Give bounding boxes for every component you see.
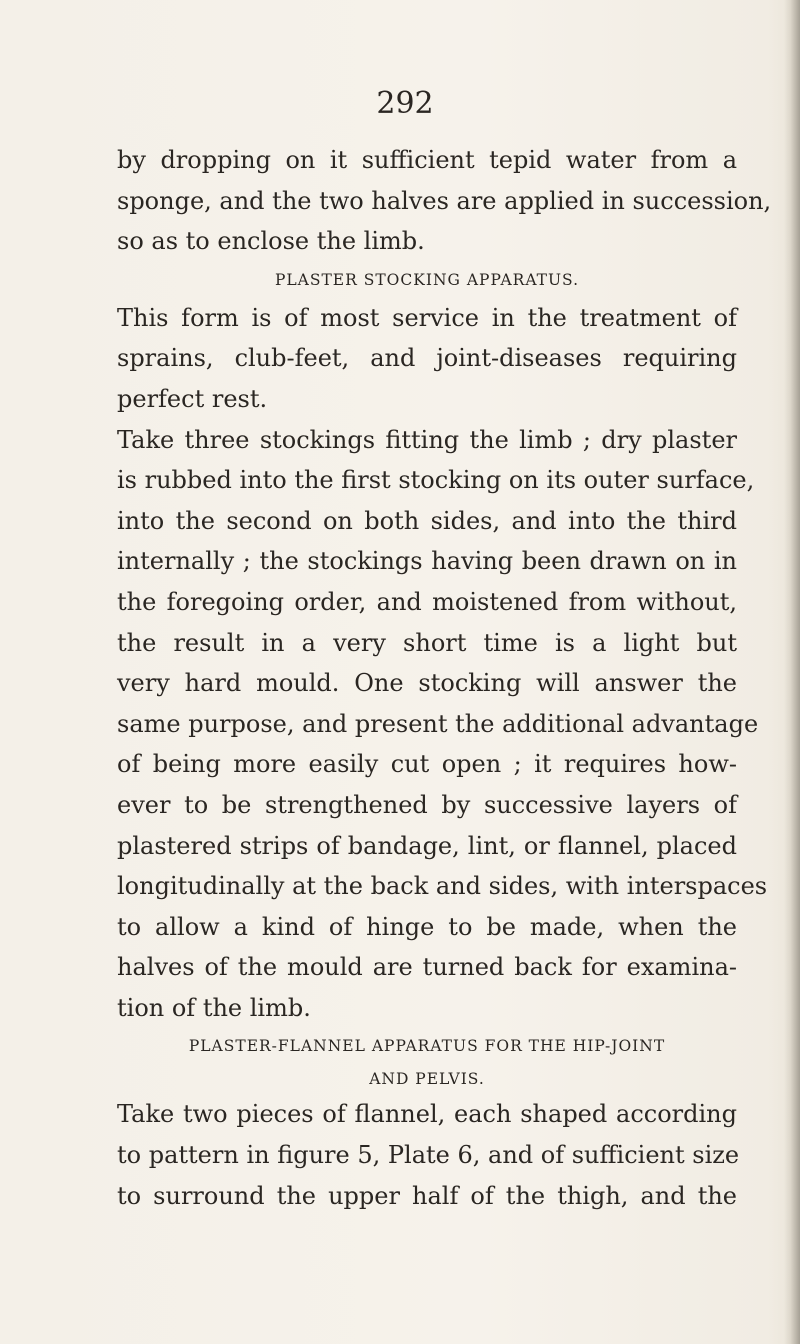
section-heading: PLASTER STOCKING APPARATUS. — [274, 270, 580, 289]
section-heading: PLASTER-FLANNEL APPARATUS FOR THE HIP-JOINT — [188, 1037, 666, 1056]
text-line: of being more easily cut open ; it requires how- — [117, 750, 737, 779]
text-line: plastered strips of bandage, lint, or flannel, placed — [117, 831, 737, 860]
text-line: internally ; the stockings having been drawn on in — [117, 547, 737, 576]
body-text — [117, 140, 772, 1216]
text-line: by dropping on it sufficient tepid water from a — [117, 146, 737, 174]
text-line: This form is of most service in the treatment of — [117, 303, 737, 332]
text-line: sprains, club-feet, and joint-diseases requiring — [117, 344, 737, 373]
text-line: the result in a very short time is a light but — [117, 628, 737, 657]
text-line: perfect rest. — [117, 384, 268, 413]
text-line: into the second on both sides, and into the third — [117, 506, 737, 535]
text-line: to surround the upper half of the thigh, and the — [117, 1181, 737, 1210]
text-line: ever to be strengthened by successive layers of — [117, 790, 737, 819]
text-line: Take three stockings fitting the limb ; dry plaster — [117, 425, 737, 454]
page-edge-shadow — [784, 0, 800, 1344]
text-line: halves of the mould are turned back for examina- — [117, 953, 737, 982]
text-line: is rubbed into the first stocking on its outer surface, — [117, 466, 755, 495]
section-heading: AND PELVIS. — [369, 1070, 485, 1089]
text-line: the foregoing order, and moistened from without, — [117, 587, 737, 616]
text-line: to pattern in figure 5, Plate 6, and of sufficient size — [117, 1141, 740, 1170]
text-line: longitudinally at the back and sides, with interspaces — [117, 872, 768, 901]
text-line: same purpose, and present the additional advantage — [117, 709, 759, 738]
text-line: Take two pieces of flannel, each shaped according — [117, 1100, 737, 1129]
text-line: very hard mould. One stocking will answer the — [117, 669, 737, 698]
text-line: to allow a kind of hinge to be made, when the — [117, 912, 737, 941]
text-line: so as to enclose the limb. — [117, 227, 425, 256]
text-line: sponge, and the two halves are applied in succession, — [117, 186, 772, 215]
page-number: 292 — [376, 86, 434, 121]
text-line: tion of the limb. — [117, 993, 311, 1022]
